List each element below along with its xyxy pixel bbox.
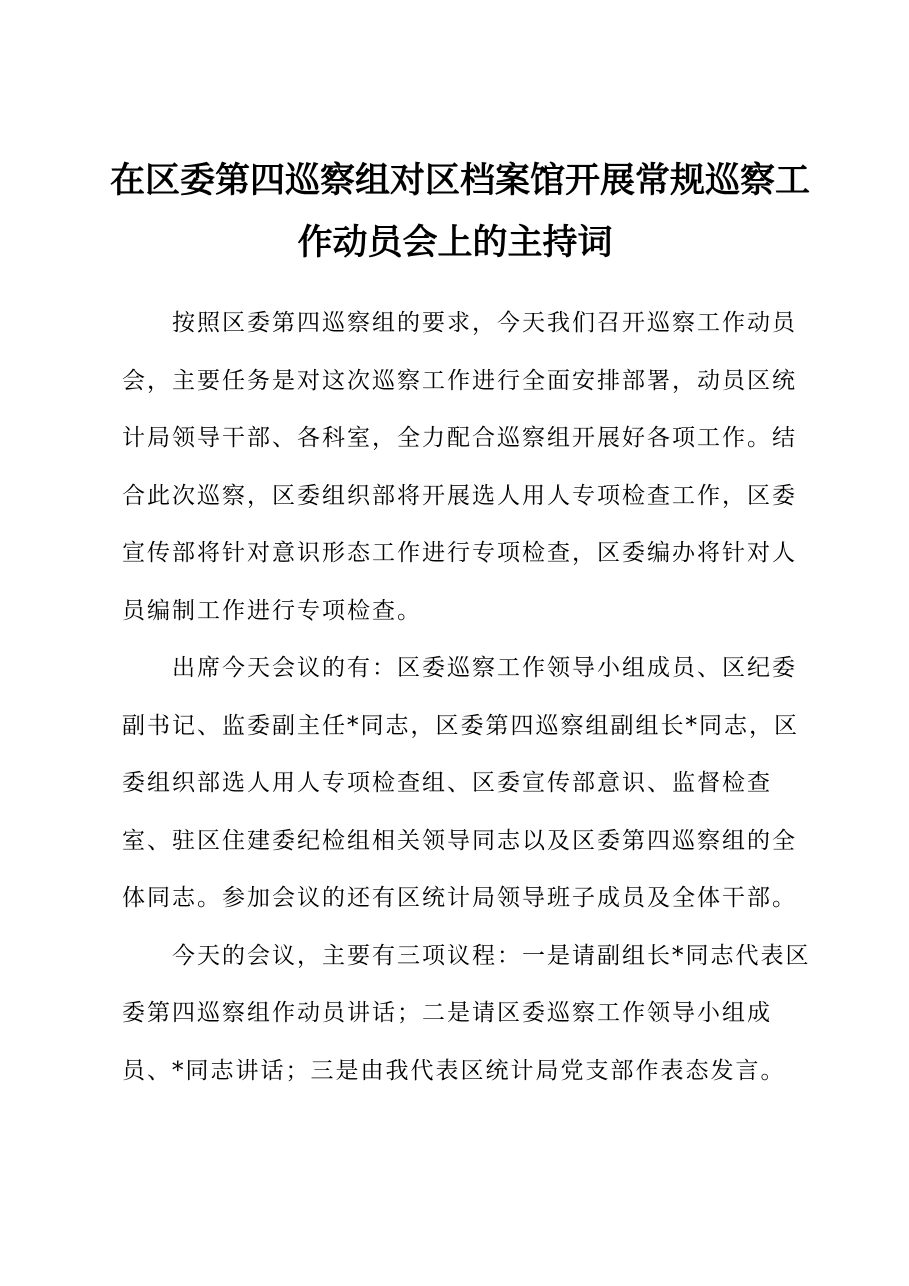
paragraph-3: [122, 933, 811, 1095]
text-line: 委第四巡察组作动员讲话；二是请区委巡察工作领导小组成: [122, 1000, 772, 1026]
text-line: 副书记、监委副主任*同志，区委第四巡察组副组长*同志，区: [122, 712, 799, 739]
text-line: 合此次巡察，区委组织部将开展选人用人专项检查工作，区委: [122, 482, 797, 509]
title-line: 在区委第四巡察组对区档案馆开展常规巡察工: [110, 160, 811, 201]
document-title: [110, 150, 811, 274]
title-line: 作动员会上的主持词: [297, 222, 613, 263]
text-line: 出席今天会议的有：区委巡察工作领导小组成员、区纪委: [172, 655, 797, 681]
text-line: 会，主要任务是对这次巡察工作进行全面安排部署，动员区统: [122, 367, 797, 394]
paragraph-2: [122, 645, 799, 922]
text-line: 员、*同志讲话；三是由我代表区统计局党支部作表态发言。: [122, 1057, 786, 1084]
text-line: 体同志。参加会议的还有区统计局领导班子成员及全体干部。: [122, 885, 797, 911]
text-line: 今天的会议，主要有三项议程：一是请副组长*同志代表区: [172, 942, 811, 969]
text-line: 宣传部将针对意识形态工作进行专项检查，区委编办将针对人: [122, 540, 797, 566]
text-line: 员编制工作进行专项检查。: [122, 597, 422, 624]
text-line: 按照区委第四巡察组的要求，今天我们召开巡察工作动员: [172, 310, 797, 336]
document-body: [122, 300, 811, 1105]
text-line: 计局领导干部、各科室，全力配合巡察组开展好各项工作。结: [122, 425, 797, 451]
text-line: 室、驻区住建委纪检组相关领导同志以及区委第四巡察组的全: [122, 827, 797, 854]
text-line: 委组织部选人用人专项检查组、区委宣传部意识、监督检查: [122, 770, 772, 796]
paragraph-1: [122, 300, 797, 634]
